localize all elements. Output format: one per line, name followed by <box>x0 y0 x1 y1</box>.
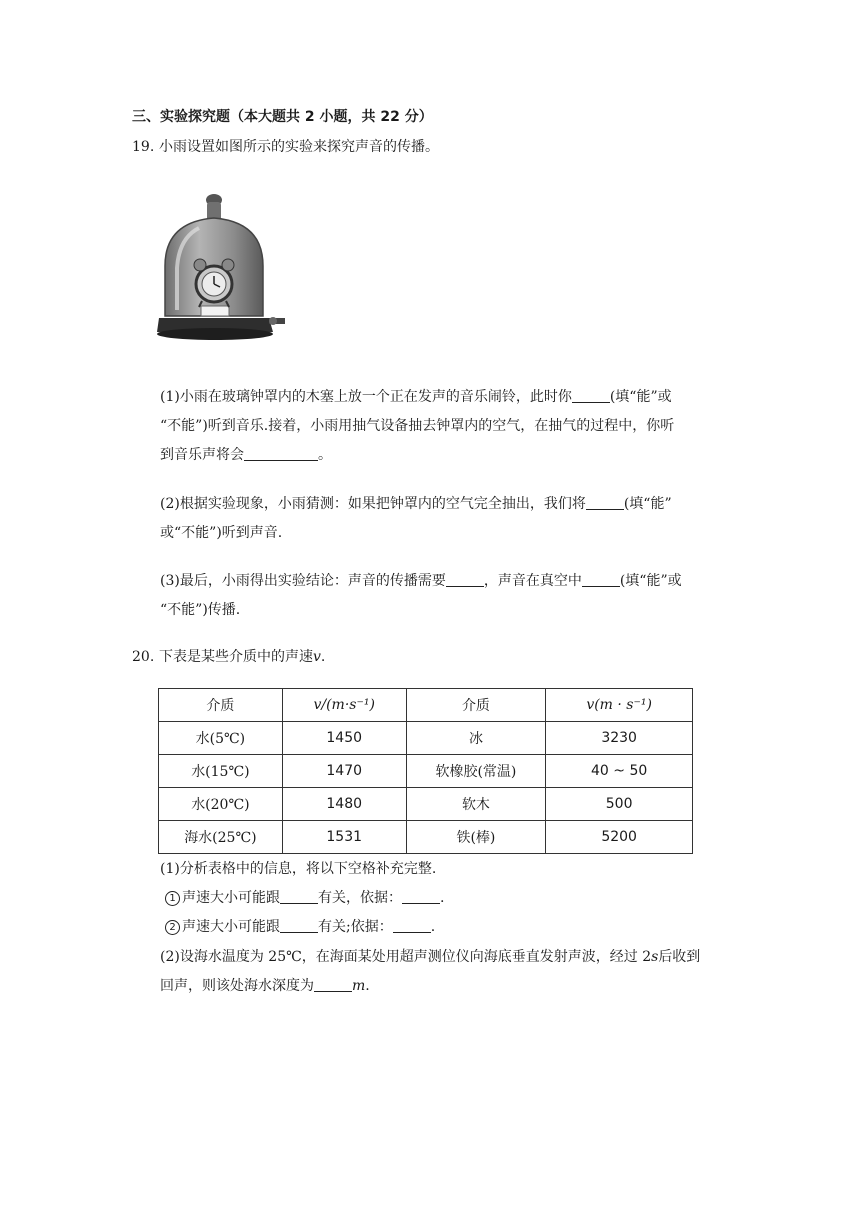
table-cell: 水(15℃) <box>159 755 283 788</box>
table-cell: 5200 <box>546 821 693 854</box>
table-cell: 1480 <box>282 788 406 821</box>
table-cell: 1531 <box>282 821 406 854</box>
section-heading: 三、实验探究题（本大题共 2 小题，共 22 分） <box>132 109 433 125</box>
table-cell: 1470 <box>282 755 406 788</box>
q20-part1-intro: (1)分析表格中的信息，将以下空格补充完整. <box>160 861 437 877</box>
sound-speed-table <box>158 688 693 854</box>
circled-number: 2 <box>165 920 180 935</box>
q20-part2-line2: 回声，则该处海水深度为 m. <box>160 978 370 994</box>
answer-blank[interactable] <box>402 889 440 904</box>
table-row <box>159 755 693 788</box>
table-cell: 水(20℃) <box>159 788 283 821</box>
question-text: 小雨设置如图所示的实验来探究声音的传播。 <box>159 139 439 155</box>
q19-part1-line2: “不能”)听到音乐.接着，小雨用抽气设备抽去钟罩内的空气，在抽气的过程中，你听 <box>160 418 675 434</box>
table-cell: 500 <box>546 788 693 821</box>
table-header: v(m · s⁻¹) <box>546 689 693 722</box>
bell-jar-alarm-clock-image <box>157 188 287 346</box>
table-cell: 软橡胶(常温) <box>406 755 546 788</box>
table-cell: 水(5℃) <box>159 722 283 755</box>
circled-number: 1 <box>165 891 180 906</box>
question-number: 20. <box>132 649 155 665</box>
answer-blank[interactable] <box>446 572 484 587</box>
q19-part1-line3: 到音乐声将会 。 <box>160 447 332 463</box>
q19-part3-line1: (3)最后，小雨得出实验结论：声音的传播需要 ，声音在真空中 (填“能”或 <box>160 573 682 589</box>
table-cell: 1450 <box>282 722 406 755</box>
table-cell: 铁(棒) <box>406 821 546 854</box>
table-cell: 海水(25℃) <box>159 821 283 854</box>
q19-part2-line2: 或“不能”)听到声音. <box>160 525 283 541</box>
answer-blank[interactable] <box>572 388 610 403</box>
question-20-stem: 20. 下表是某些介质中的声速v. <box>132 649 326 665</box>
q20-item-1: 1 声速大小可能跟 有关，依据： . <box>165 887 444 907</box>
q20-item-2: 2 声速大小可能跟 有关;依据： . <box>165 916 435 936</box>
q20-part2-line1: (2)设海水温度为 25℃，在海面某处用超声测位仪向海底垂直发射声波，经过 2s后收到 <box>160 949 701 965</box>
answer-blank[interactable] <box>582 572 620 587</box>
table-cell: 冰 <box>406 722 546 755</box>
answer-blank[interactable] <box>393 918 431 933</box>
q19-part1-line1: (1)小雨在玻璃钟罩内的木塞上放一个正在发声的音乐闹铃，此时你 (填“能”或 <box>160 389 672 405</box>
question-19-stem <box>132 136 439 156</box>
answer-blank[interactable] <box>280 918 318 933</box>
table-row <box>159 788 693 821</box>
question-number: 19. <box>132 139 155 155</box>
table-header-row <box>159 689 693 722</box>
table-cell: 软木 <box>406 788 546 821</box>
table-row <box>159 821 693 854</box>
q19-part2-line1: (2)根据实验现象，小雨猜测：如果把钟罩内的空气完全抽出，我们将 (填“能” <box>160 496 672 512</box>
answer-blank[interactable] <box>280 889 318 904</box>
answer-blank[interactable] <box>314 977 352 992</box>
answer-blank[interactable] <box>586 495 624 510</box>
answer-blank[interactable] <box>244 446 318 461</box>
table-row <box>159 722 693 755</box>
table-header: 介质 <box>159 689 283 722</box>
q19-part3-line2: “不能”)传播. <box>160 602 241 618</box>
table-cell: 40 ~ 50 <box>546 755 693 788</box>
table-header: 介质 <box>406 689 546 722</box>
table-cell: 3230 <box>546 722 693 755</box>
table-header: v/(m·s⁻¹) <box>282 689 406 722</box>
